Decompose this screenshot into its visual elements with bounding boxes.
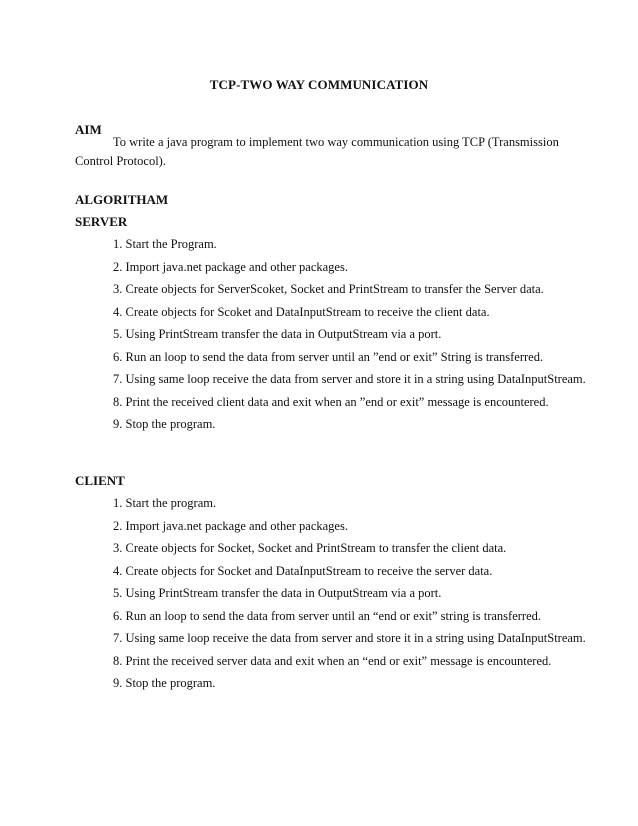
client-step: 6. Run an loop to send the data from server until an “end or exit” string is transferred. [113,608,542,623]
server-step: 2. Import java.net package and other packages. [113,259,348,274]
server-heading: SERVER [75,214,128,229]
aim-heading: AIM [75,122,102,137]
server-step: 6. Run an loop to send the data from server until an ”end or exit” String is transferred. [113,349,544,364]
client-steps-list [113,495,586,698]
server-step: 1. Start the Program. [113,237,217,251]
server-step: 5. Using PrintStream transfer the data in OutputStream via a port. [113,327,442,341]
algorithm-heading: ALGORITHAM [75,192,169,207]
client-step: 9. Stop the program. [113,676,216,690]
server-step: 8. Print the received client data and exit when an ”end or exit” message is encountered. [113,394,549,409]
client-step: 1. Start the program. [113,496,217,510]
client-heading: CLIENT [75,473,125,488]
client-step: 8. Print the received server data and exit when an “end or exit” message is encountered. [113,653,552,668]
server-step: 3. Create objects for ServerScoket, Socket and PrintStream to transfer the Server data. [113,282,544,296]
server-step: 7. Using same loop receive the data from server and store it in a string using DataInputStream. [113,372,586,386]
client-step: 5. Using PrintStream transfer the data in OutputStream via a port. [113,586,442,600]
server-step: 4. Create objects for Scoket and DataInputStream to receive the client data. [113,304,490,319]
server-steps-list [113,236,586,439]
page-title: TCP-TWO WAY COMMUNICATION [209,77,429,92]
client-step: 4. Create objects for Socket and DataInputStream to receive the server data. [113,563,493,578]
server-step: 9. Stop the program. [113,417,216,431]
client-step: 3. Create objects for Socket, Socket and PrintStream to transfer the client data. [113,541,507,555]
aim-text: To write a java program to implement two way communication using TCP (Transmission Control Protocol). [75,135,559,168]
client-step: 7. Using same loop receive the data from server and store it in a string using DataInputStream. [113,631,586,645]
client-step: 2. Import java.net package and other packages. [113,518,348,533]
